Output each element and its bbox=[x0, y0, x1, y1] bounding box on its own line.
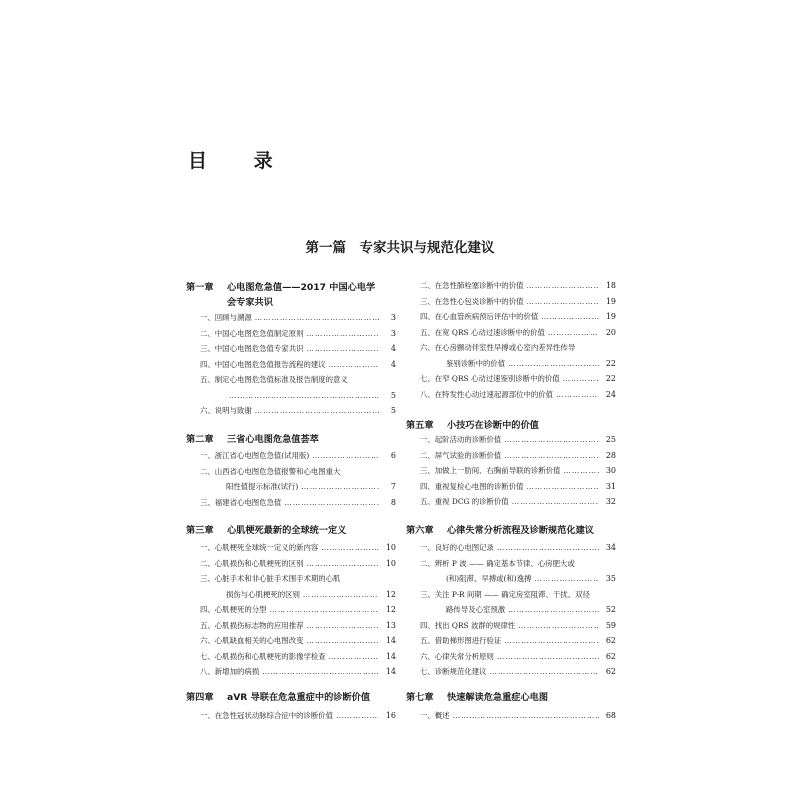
toc-entry[interactable] bbox=[406, 448, 616, 464]
toc-entry[interactable] bbox=[406, 540, 616, 556]
chapter-title: 心律失常分析流程及诊断规范化建议 bbox=[447, 525, 594, 536]
toc-page-number: 34 bbox=[605, 543, 616, 552]
toc-entry[interactable] bbox=[406, 494, 616, 510]
chapter-title-continued: 会专家共识 bbox=[227, 297, 273, 308]
toc-entry[interactable] bbox=[186, 310, 396, 326]
toc-entry-text: 三、在急性心包炎诊断中的价值 bbox=[420, 296, 524, 306]
toc-entry-text: 二、在急性肺栓塞诊断中的价值 bbox=[420, 281, 524, 290]
toc-entry[interactable] bbox=[406, 556, 616, 572]
toc-entry-text: 三、心脏手术和非心脏手术围手术期的心肌 bbox=[200, 574, 341, 583]
leader-dots bbox=[504, 432, 599, 448]
toc-entry-text: 五、在宽 QRS 心动过速诊断中的价值 bbox=[420, 327, 545, 337]
toc-entry-text: 八、在特发性心动过速起源部位中的价值 bbox=[420, 389, 554, 399]
toc-entry[interactable] bbox=[186, 540, 396, 556]
leader-dots bbox=[255, 310, 379, 326]
toc-entry-text: 一、浙江省心电图危急值(试用版) bbox=[200, 451, 310, 460]
toc-entry-text: 七、诊断规范化建议 bbox=[420, 667, 487, 676]
toc-page-number: 31 bbox=[605, 481, 616, 491]
toc-entry-text: 七、在窄 QRS 心动过速鉴别诊断中的价值 bbox=[420, 374, 560, 383]
toc-page-number: 3 bbox=[390, 313, 396, 322]
toc-page-number: 18 bbox=[605, 281, 616, 290]
leader-dots bbox=[329, 649, 379, 665]
leader-dots bbox=[497, 540, 599, 556]
toc-page-number: 10 bbox=[385, 558, 396, 568]
toc-entry-text: 四、在心血管疾病预后评估中的价值 bbox=[420, 312, 539, 321]
leader-dots bbox=[306, 326, 379, 342]
toc-page-number: 14 bbox=[385, 636, 396, 645]
toc-entry-text: 损伤与心肌梗死的区别 bbox=[226, 589, 300, 599]
leader-dots bbox=[329, 357, 379, 373]
chapter-title: 三省心电图危急值荟萃 bbox=[227, 434, 319, 445]
toc-entry-text: 六、说明与致谢 bbox=[200, 406, 252, 415]
toc-entry[interactable] bbox=[186, 388, 396, 404]
toc-page-number: 19 bbox=[605, 296, 616, 306]
leader-dots bbox=[284, 495, 379, 511]
leader-dots bbox=[556, 387, 599, 403]
leader-dots bbox=[504, 448, 599, 464]
toc-page-number: 13 bbox=[385, 620, 396, 630]
toc-entry[interactable] bbox=[406, 309, 616, 325]
toc-page-number: 4 bbox=[390, 359, 396, 369]
toc-entry-text: 一、回顾与溯源 bbox=[200, 313, 252, 322]
toc-entry[interactable] bbox=[406, 463, 616, 479]
chapter-number: 第三章 bbox=[186, 525, 214, 536]
toc-entry[interactable] bbox=[406, 618, 616, 634]
toc-entry[interactable] bbox=[186, 372, 396, 388]
leader-dots bbox=[508, 602, 599, 618]
leader-dots bbox=[321, 540, 379, 556]
toc-entry-text: 三、加做上一肋间、右胸前导联的诊断价值 bbox=[420, 466, 561, 475]
chapter-heading[interactable] bbox=[186, 432, 396, 447]
toc-entry[interactable] bbox=[406, 664, 616, 680]
toc-entry-text: 鉴别诊断中的价值 bbox=[446, 358, 506, 368]
leader-dots bbox=[255, 403, 379, 419]
toc-entry-text: 五、制定心电图危急值标准及报告制度的意义 bbox=[200, 375, 348, 384]
chapter-number: 第一章 bbox=[186, 282, 214, 293]
toc-page-number: 25 bbox=[605, 435, 616, 444]
chapter-number: 第六章 bbox=[406, 525, 434, 536]
toc-entry-text: 一、良好的心电图记录 bbox=[420, 543, 494, 552]
toc-entry-text: 二、屏气试验的诊断价值 bbox=[420, 450, 502, 460]
chapter-number: 第五章 bbox=[406, 420, 434, 431]
chapter-heading[interactable] bbox=[406, 690, 616, 705]
toc-entry[interactable] bbox=[406, 708, 616, 724]
toc-entry-text: 四、心肌梗死的分型 bbox=[200, 605, 267, 614]
leader-dots bbox=[312, 448, 379, 464]
leader-dots bbox=[504, 633, 599, 649]
toc-page-number: 30 bbox=[605, 466, 616, 475]
toc-entry-text: 四、找出 QRS 波群的规律性 bbox=[420, 620, 516, 630]
toc-page-number: 62 bbox=[605, 636, 616, 645]
leader-dots bbox=[563, 371, 599, 387]
toc-entry[interactable] bbox=[186, 708, 396, 724]
leader-dots bbox=[229, 388, 379, 404]
leader-dots bbox=[490, 664, 599, 680]
toc-page-number: 22 bbox=[605, 358, 616, 368]
toc-entry-text: 一、心肌梗死全球统一定义的新内容 bbox=[200, 543, 319, 552]
toc-page-number: 32 bbox=[605, 497, 616, 506]
toc-page-number: 59 bbox=[605, 620, 616, 630]
toc-entry[interactable] bbox=[186, 464, 396, 480]
toc-entry-text: 五、重视 DCG 的诊断价值 bbox=[420, 497, 509, 506]
toc-entry[interactable] bbox=[406, 387, 616, 403]
toc-entry-text: 路传导及心室预激 bbox=[446, 605, 506, 614]
leader-dots bbox=[541, 309, 599, 325]
page-title: 目 录 bbox=[188, 150, 293, 172]
toc-entry[interactable] bbox=[186, 618, 396, 634]
toc-page-number: 62 bbox=[605, 667, 616, 676]
chapter-number: 第四章 bbox=[186, 692, 214, 703]
toc-page-number: 5 bbox=[390, 390, 396, 400]
toc-entry[interactable] bbox=[186, 602, 396, 618]
toc-entry[interactable] bbox=[406, 432, 616, 448]
chapter-heading[interactable] bbox=[186, 523, 396, 538]
toc-page-number: 10 bbox=[385, 543, 396, 552]
leader-dots bbox=[508, 356, 599, 372]
leader-dots bbox=[526, 479, 599, 495]
toc-entry-text: 三、关注 P-R 间期 —— 确定房室阻滞、干扰、双径 bbox=[420, 589, 590, 599]
toc-entry[interactable] bbox=[406, 633, 616, 649]
toc-entry[interactable] bbox=[406, 571, 616, 587]
toc-page-number: 8 bbox=[390, 497, 396, 507]
toc-entry[interactable] bbox=[186, 664, 396, 680]
chapter-number: 第二章 bbox=[186, 434, 214, 445]
leader-dots bbox=[563, 463, 599, 479]
toc-entry-text: 三、福建省心电图危急值 bbox=[200, 497, 282, 507]
toc-entry[interactable] bbox=[406, 356, 616, 372]
toc-entry[interactable] bbox=[406, 371, 616, 387]
toc-page-number: 20 bbox=[605, 327, 616, 337]
toc-page-number: 4 bbox=[390, 344, 396, 353]
chapter-title: 小技巧在诊断中的价值 bbox=[447, 420, 539, 431]
toc-page-number: 62 bbox=[605, 651, 616, 661]
toc-page-number: 68 bbox=[605, 711, 616, 720]
leader-dots bbox=[262, 664, 379, 680]
leader-dots bbox=[301, 479, 379, 495]
toc-entry-text: 一、起阶活动的诊断价值 bbox=[420, 435, 502, 444]
toc-page-number: 14 bbox=[385, 667, 396, 676]
toc-entry[interactable] bbox=[186, 633, 396, 649]
chapter-heading[interactable] bbox=[186, 280, 396, 310]
toc-page-number: 7 bbox=[390, 482, 396, 491]
chapter-heading[interactable] bbox=[406, 523, 616, 538]
toc-entry-text: 四、中国心电图危急值报告流程的建议 bbox=[200, 359, 326, 369]
toc-page-number: 24 bbox=[605, 389, 616, 399]
leader-dots bbox=[534, 571, 599, 587]
leader-dots bbox=[512, 494, 599, 510]
chapter-title: 心肌梗死最新的全球统一定义 bbox=[227, 525, 347, 536]
toc-page-number: 28 bbox=[605, 450, 616, 460]
toc-entry-text: 三、中国心电图危急值专家共识 bbox=[200, 344, 304, 353]
toc-entry[interactable] bbox=[186, 403, 396, 419]
toc-entry[interactable] bbox=[186, 587, 396, 603]
toc-entry[interactable] bbox=[186, 556, 396, 572]
leader-dots bbox=[336, 708, 379, 724]
leader-dots bbox=[306, 633, 379, 649]
leader-dots bbox=[453, 708, 599, 724]
toc-page-number: 5 bbox=[390, 406, 396, 415]
toc-entry-text: 二、山西省心电图危急值报警和心电图重大 bbox=[200, 466, 341, 476]
toc-page-number: 16 bbox=[385, 711, 396, 720]
toc-entry-text: 七、心肌损伤和心肌梗死的影像学检查 bbox=[200, 651, 326, 661]
toc-entry[interactable] bbox=[406, 602, 616, 618]
toc-entry[interactable] bbox=[406, 294, 616, 310]
toc-entry-text: 八、新增加的病损 bbox=[200, 667, 260, 676]
toc-entry-text: 六、心律失常分析原则 bbox=[420, 651, 494, 661]
toc-entry-text: 六、心肌缺血相关的心电图改变 bbox=[200, 636, 304, 645]
toc-entry-text: 五、心肌损伤标志物的应用推荐 bbox=[200, 620, 304, 630]
toc-page-number: 35 bbox=[605, 574, 616, 583]
leader-dots bbox=[270, 602, 379, 618]
toc-page-number: 3 bbox=[390, 328, 396, 338]
toc-entry[interactable] bbox=[406, 278, 616, 294]
toc-page-number: 19 bbox=[605, 312, 616, 321]
toc-entry-text: 阳性值提示标准(试行) bbox=[226, 482, 299, 491]
toc-entry[interactable] bbox=[406, 587, 616, 603]
toc-entry[interactable] bbox=[186, 495, 396, 511]
toc-page-number: 12 bbox=[385, 589, 396, 599]
part-title: 第一篇 专家共识与规范化建议 bbox=[305, 240, 495, 256]
leader-dots bbox=[303, 587, 379, 603]
toc-entry[interactable] bbox=[406, 325, 616, 341]
toc-entry[interactable] bbox=[186, 357, 396, 373]
toc-entry-text: 二、中国心电图危急值制定原则 bbox=[200, 328, 304, 338]
leader-dots bbox=[306, 556, 379, 572]
toc-entry[interactable] bbox=[406, 479, 616, 495]
toc-entry-text: 四、重视复检心电图的诊断价值 bbox=[420, 481, 524, 491]
chapter-title: aVR 导联在危急重症中的诊断价值 bbox=[227, 692, 371, 703]
toc-page-number: 52 bbox=[605, 605, 616, 614]
chapter-heading[interactable] bbox=[406, 418, 616, 433]
toc-entry[interactable] bbox=[186, 326, 396, 342]
toc-entry[interactable] bbox=[186, 341, 396, 357]
toc-entry[interactable] bbox=[186, 448, 396, 464]
leader-dots bbox=[548, 325, 599, 341]
chapter-title: 心电图危急值——2017 中国心电学 bbox=[227, 282, 376, 293]
leader-dots bbox=[497, 649, 599, 665]
toc-page-number: 22 bbox=[605, 374, 616, 383]
toc-page-number: 6 bbox=[390, 451, 396, 460]
leader-dots bbox=[526, 278, 599, 294]
leader-dots bbox=[518, 618, 599, 634]
toc-entry-text: 二、心肌损伤和心肌梗死的区别 bbox=[200, 558, 304, 568]
toc-entry-text: 六、在心房颤动伴室性早搏或心室内差异性传导 bbox=[420, 343, 576, 352]
toc-entry[interactable] bbox=[406, 340, 616, 356]
toc-entry-text: 一、在急性冠状动脉综合征中的诊断价值 bbox=[200, 711, 334, 720]
leader-dots bbox=[526, 294, 599, 310]
toc-entry-text: (和)阻滞、早搏或(和)逸搏 bbox=[446, 574, 532, 583]
toc-entry[interactable] bbox=[406, 649, 616, 665]
toc-entry[interactable] bbox=[186, 479, 396, 495]
toc-page-number: 12 bbox=[385, 605, 396, 614]
toc-entry-text: 二、辨析 P 波 —— 确定基本节律、心房肥大或 bbox=[420, 558, 575, 568]
chapter-number: 第七章 bbox=[406, 692, 434, 703]
leader-dots bbox=[306, 618, 379, 634]
leader-dots bbox=[306, 341, 379, 357]
toc-entry[interactable] bbox=[186, 571, 396, 587]
chapter-heading[interactable] bbox=[186, 690, 396, 705]
toc-page-number: 14 bbox=[385, 651, 396, 661]
toc-entry-text: 一、概述 bbox=[420, 711, 450, 720]
chapter-title: 快速解读危急重症心电图 bbox=[447, 692, 549, 703]
toc-entry-text: 五、借助梯形图进行验证 bbox=[420, 636, 502, 645]
toc-entry[interactable] bbox=[186, 649, 396, 665]
